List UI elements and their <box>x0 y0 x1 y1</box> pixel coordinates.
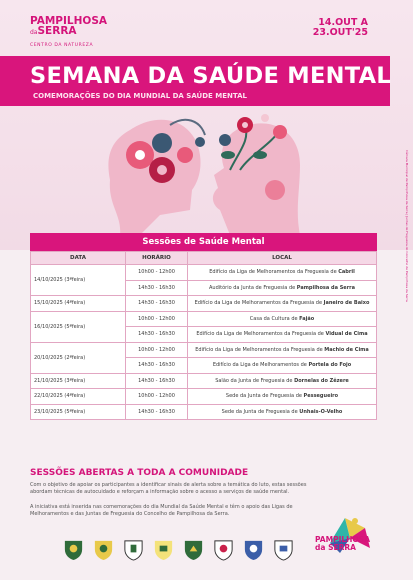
shield-icon <box>152 538 175 561</box>
table-row <box>31 296 377 312</box>
session-location <box>188 342 377 358</box>
session-date: 20/10/2025 (2ªfeira) <box>31 342 126 373</box>
sessions-table <box>30 233 377 420</box>
parish-shields <box>62 538 295 561</box>
session-hour: 14h30 - 16h30 <box>126 373 188 389</box>
session-location <box>188 373 377 389</box>
col-header-location: LOCAL <box>188 252 377 265</box>
session-hour: 14h30 - 16h30 <box>126 358 188 374</box>
session-hour: 14h30 - 16h30 <box>126 327 188 343</box>
location-parish: Unhais-O-Velho <box>299 408 343 415</box>
page-title: SEMANA DA SAÚDE MENTAL <box>30 63 391 89</box>
session-location <box>188 404 377 420</box>
table-row <box>31 404 377 420</box>
location-text: Edifício da Liga de Melhoramentos da Freguesia de <box>195 346 325 353</box>
location-parish: Vidual de Cima <box>325 331 368 338</box>
location-text: Edifício da Liga de Melhoramentos da Freguesia de <box>194 300 324 307</box>
location-parish: Dornelas do Zêzere <box>294 377 349 384</box>
location-text: Edifício da Liga de Melhoramentos da Freguesia de <box>209 269 339 276</box>
shield-icon <box>272 538 295 561</box>
table-row <box>31 342 377 358</box>
location-text: Auditório da Junta de Freguesia de <box>208 284 297 291</box>
session-date: 23/10/2025 (5ªfeira) <box>31 404 126 420</box>
session-location <box>188 296 377 312</box>
location-text: Salão da Junta de Freguesia de <box>215 377 295 384</box>
session-date: 21/10/2025 (3ªfeira) <box>31 373 126 389</box>
location-text: Edifício da Liga de Melhoramentos da Freguesia de <box>196 331 326 338</box>
session-location <box>188 280 377 296</box>
session-hour: 14h30 - 16h30 <box>126 280 188 296</box>
table-row <box>31 311 377 327</box>
session-hour: 10h00 - 12h00 <box>126 311 188 327</box>
location-parish: Pampilhosa da Serra <box>296 284 355 291</box>
table-row <box>31 389 377 405</box>
session-date: 16/10/2025 (5ªfeira) <box>31 311 126 342</box>
col-header-date: DATA <box>31 252 126 265</box>
description-paragraph: Com o objetivo de apoiar os participantes a identificar sinais de alerta sobre a temática do luto, estas sessões abordam técnicas de autocuidado e reforçam a informação sobre o acesso a serviços de saúde mental. <box>30 482 307 495</box>
shield-icon <box>182 538 205 561</box>
brand-logo: PAMPILHOSA daSERRA CENTRO DA NATUREZA <box>30 15 108 48</box>
municipality-logo-icon <box>310 498 385 568</box>
event-dates: 14.OUT A 23.OUT'25 <box>312 17 368 38</box>
location-parish: Fajão <box>299 315 315 322</box>
shield-icon <box>242 538 265 561</box>
location-parish: Pessegueiro <box>303 393 339 400</box>
session-date: 22/10/2025 (4ªfeira) <box>31 389 126 405</box>
page-subtitle: COMEMORAÇÕES DO DIA MUNDIAL DA SAÚDE MENTAL <box>33 92 247 100</box>
session-location <box>188 311 377 327</box>
session-location <box>188 265 377 281</box>
shield-icon <box>92 538 115 561</box>
location-parish: Janeiro de Baixo <box>323 300 370 307</box>
location-text: Casa da Cultura de <box>249 315 300 322</box>
shield-icon <box>212 538 235 561</box>
side-credit-text: Câmara Municipal de Pampilhosa da Serra | Juntas de Freguesia do Concelho de Pampilhosa da Serra <box>405 150 409 302</box>
location-parish: Portela do Fojo <box>308 362 352 369</box>
shield-icon <box>62 538 85 561</box>
session-location <box>188 389 377 405</box>
support-paragraph: A iniciativa está inserida nas comemorações do dia Mundial da Saúde Mental e têm o apoio das Ligas de Melhoramentos e das Juntas de Freguesia do Concelho de Pampilhosa da Serra. <box>30 504 293 517</box>
table-row <box>31 373 377 389</box>
location-text: Sede da Junta de Freguesia de <box>221 408 300 415</box>
location-text: Sede da Junta de Freguesia de <box>225 393 304 400</box>
location-parish: Cabril <box>338 269 355 276</box>
open-sessions-heading: SESSÕES ABERTAS A TODA A COMUNIDADE <box>30 468 249 478</box>
session-hour: 14h30 - 16h30 <box>126 296 188 312</box>
session-date: 15/10/2025 (4ªfeira) <box>31 296 126 312</box>
session-date: 14/10/2025 (3ªfeira) <box>31 265 126 296</box>
municipality-logo-text: PAMPILHOSA da SERRA <box>315 535 371 552</box>
session-hour: 10h00 - 12h00 <box>126 265 188 281</box>
session-location <box>188 327 377 343</box>
shield-icon <box>122 538 145 561</box>
col-header-hour: HORÁRIO <box>126 252 188 265</box>
session-location <box>188 358 377 374</box>
heads-illustration <box>100 110 310 235</box>
session-hour: 14h30 - 16h30 <box>126 404 188 420</box>
table-title: Sessões de Saúde Mental <box>30 233 377 251</box>
location-parish: Machio de Cima <box>324 346 369 353</box>
session-hour: 10h00 - 12h00 <box>126 342 188 358</box>
table-row <box>31 265 377 281</box>
session-hour: 10h00 - 12h00 <box>126 389 188 405</box>
location-text: Edifício da Liga de Melhoramentos de <box>212 362 309 369</box>
